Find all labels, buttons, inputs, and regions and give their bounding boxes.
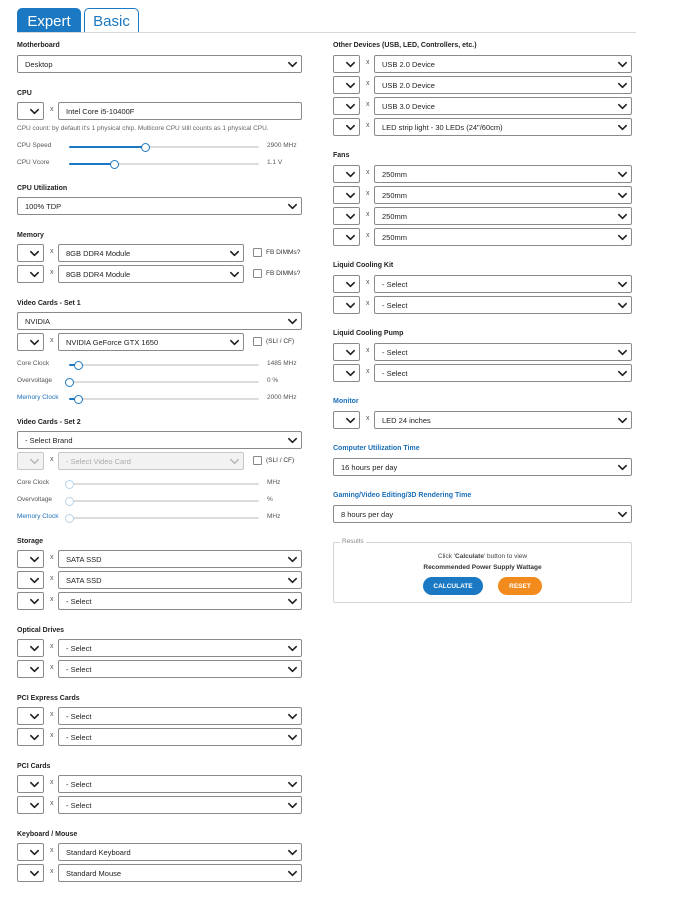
chevron-down-icon: [617, 101, 628, 112]
cpu-speed-label: CPU Speed: [17, 142, 52, 149]
storage-row-0[interactable]: [58, 550, 302, 568]
times-icon: x: [50, 337, 54, 344]
vc2-memory-clock-handle: [65, 514, 74, 523]
cpu-vcore-value: 1.1 V: [267, 159, 283, 166]
vc1-overvoltage-label: Overvoltage: [17, 377, 53, 384]
lck-row-1-value: - Select: [382, 300, 408, 310]
fan-row-3[interactable]: [374, 228, 632, 246]
chevron-down-icon: [29, 868, 40, 879]
chevron-down-icon: [287, 711, 298, 722]
cpu-speed-slider[interactable]: [69, 146, 259, 148]
kbm-row-0[interactable]: [58, 843, 302, 861]
cpu-utilization-label: CPU Utilization: [17, 185, 68, 192]
chevron-down-icon: [617, 347, 628, 358]
storage-row-1-qty[interactable]: [17, 571, 44, 589]
pci-row-0-value: - Select: [66, 779, 92, 789]
cpu-utilization-select[interactable]: [17, 197, 302, 215]
instruction-post: ' button to view: [483, 553, 528, 560]
calculate-button[interactable]: CALCULATE: [423, 577, 483, 595]
pci-row-0[interactable]: [58, 775, 302, 793]
storage-row-1-value: SATA SSD: [66, 575, 102, 585]
memory-row-0-qty[interactable]: [17, 244, 44, 262]
results-panel: [333, 538, 632, 603]
other-device-row-2[interactable]: [374, 97, 632, 115]
fan-row-3-qty[interactable]: [333, 228, 360, 246]
storage-label: Storage: [17, 538, 44, 545]
vc1-memory-clock-handle[interactable]: [74, 395, 83, 404]
times-icon: x: [50, 248, 54, 255]
instruction-pre: Click ': [437, 553, 456, 560]
video-cards-2-label: Video Cards - Set 2: [17, 419, 81, 426]
pcie-row-0-qty[interactable]: [17, 707, 44, 725]
vc1-sli-checkbox[interactable]: [253, 337, 262, 346]
chevron-down-icon: [345, 122, 356, 133]
optical-row-0-qty[interactable]: [17, 639, 44, 657]
vc2-card-select-value: - Select Video Card: [66, 456, 131, 466]
chevron-down-icon: [29, 269, 40, 280]
chevron-down-icon: [345, 415, 356, 426]
memory-row-1-value: 8GB DDR4 Module: [66, 269, 131, 279]
tab-bar: [0, 0, 684, 33]
pci-row-0-qty[interactable]: [17, 775, 44, 793]
lcp-row-0[interactable]: [374, 343, 632, 361]
storage-row-2[interactable]: [58, 592, 302, 610]
chevron-down-icon: [29, 711, 40, 722]
kbm-row-1-qty[interactable]: [17, 864, 44, 882]
chevron-down-icon: [287, 596, 298, 607]
times-icon: x: [366, 347, 370, 354]
liquid-cooling-kit-label: Liquid Cooling Kit: [333, 262, 394, 269]
chevron-down-icon: [617, 169, 628, 180]
vc2-core-clock-slider: [69, 483, 259, 485]
cpu-vcore-fill: [69, 163, 115, 165]
chevron-down-icon: [29, 106, 40, 117]
chevron-down-icon: [345, 101, 356, 112]
times-icon: x: [50, 664, 54, 671]
cpu-note: CPU count: by default it's 1 physical chip. Multicore CPU still counts as 1 physical CPU.: [17, 125, 269, 132]
chevron-down-icon: [229, 456, 240, 467]
chevron-down-icon: [345, 347, 356, 358]
motherboard-select-value: Desktop: [25, 59, 53, 69]
other-devices-label: Other Devices (USB, LED, Controllers, etc.): [333, 42, 477, 49]
pcie-row-1-qty[interactable]: [17, 728, 44, 746]
memory-row-1-qty[interactable]: [17, 265, 44, 283]
times-icon: x: [50, 868, 54, 875]
memory-row-0-value: 8GB DDR4 Module: [66, 248, 131, 258]
other-device-row-0-qty[interactable]: [333, 55, 360, 73]
other-device-row-1-qty[interactable]: [333, 76, 360, 94]
chevron-down-icon: [287, 732, 298, 743]
chevron-down-icon: [287, 201, 298, 212]
pci-row-1-qty[interactable]: [17, 796, 44, 814]
vc1-sli-label: (SLI / CF): [266, 338, 295, 345]
other-device-row-0[interactable]: [374, 55, 632, 73]
fan-row-2-value: 250mm: [382, 211, 408, 221]
fb-dimms-0-label: FB DIMMs?: [266, 249, 301, 256]
chevron-down-icon: [29, 732, 40, 743]
kbm-row-0-value: Standard Keyboard: [66, 847, 131, 857]
vc2-memory-clock-slider: [69, 517, 259, 519]
fan-row-0-value: 250mm: [382, 169, 408, 179]
vc2-brand-select[interactable]: [17, 431, 302, 449]
optical-row-1-qty[interactable]: [17, 660, 44, 678]
times-icon: x: [366, 415, 370, 422]
pcie-row-0-value: - Select: [66, 711, 92, 721]
cpu-vcore-slider[interactable]: [69, 163, 259, 165]
results-legend: Results: [342, 538, 364, 545]
lck-row-1-qty[interactable]: [333, 296, 360, 314]
chevron-down-icon: [287, 664, 298, 675]
times-icon: x: [50, 732, 54, 739]
storage-row-0-qty[interactable]: [17, 550, 44, 568]
fb-dimms-0-checkbox[interactable]: [253, 248, 262, 257]
fan-row-2[interactable]: [374, 207, 632, 225]
times-icon: x: [50, 106, 54, 113]
times-icon: x: [366, 59, 370, 66]
vc2-brand-select-value: - Select Brand: [25, 435, 73, 445]
motherboard-label: Motherboard: [17, 42, 60, 49]
cpu-utilization-select-value: 100% TDP: [25, 201, 62, 211]
vc1-card-select[interactable]: [58, 333, 244, 351]
cpu-speed-handle[interactable]: [141, 143, 150, 152]
chevron-down-icon: [345, 232, 356, 243]
gaming-time-select-value: 8 hours per day: [341, 509, 394, 519]
chevron-down-icon: [345, 211, 356, 222]
optical-row-0[interactable]: [58, 639, 302, 657]
pcie-label: PCI Express Cards: [17, 695, 80, 702]
chevron-down-icon: [229, 248, 240, 259]
chevron-down-icon: [617, 368, 628, 379]
times-icon: x: [366, 101, 370, 108]
vc1-core-clock-value: 1485 MHz: [267, 360, 297, 367]
fan-row-2-qty[interactable]: [333, 207, 360, 225]
chevron-down-icon: [617, 279, 628, 290]
other-device-row-1-value: USB 2.0 Device: [382, 80, 435, 90]
reset-button[interactable]: RESET: [498, 577, 542, 595]
chevron-down-icon: [287, 316, 298, 327]
vc2-card-select: [58, 452, 244, 470]
times-icon: x: [50, 643, 54, 650]
vc1-memory-clock-value: 2000 MHz: [267, 394, 297, 401]
chevron-down-icon: [29, 337, 40, 348]
results-subtitle: Recommended Power Supply Wattage: [423, 564, 542, 571]
storage-row-2-value: - Select: [66, 596, 92, 606]
monitor-label: Monitor: [333, 398, 359, 405]
vc1-core-clock-slider[interactable]: [69, 364, 259, 366]
cpu-vcore-handle[interactable]: [110, 160, 119, 169]
times-icon: x: [50, 269, 54, 276]
fb-dimms-1-checkbox[interactable]: [253, 269, 262, 278]
times-icon: x: [50, 847, 54, 854]
fan-row-0[interactable]: [374, 165, 632, 183]
chevron-down-icon: [287, 868, 298, 879]
times-icon: x: [366, 211, 370, 218]
chevron-down-icon: [287, 643, 298, 654]
other-device-row-0-value: USB 2.0 Device: [382, 59, 435, 69]
kbm-row-1[interactable]: [58, 864, 302, 882]
chevron-down-icon: [29, 575, 40, 586]
optical-row-0-value: - Select: [66, 643, 92, 653]
pcie-row-1[interactable]: [58, 728, 302, 746]
storage-row-1[interactable]: [58, 571, 302, 589]
vc1-core-clock-label: Core Clock: [17, 360, 50, 367]
times-icon: x: [50, 779, 54, 786]
lcp-row-1-value: - Select: [382, 368, 408, 378]
vc1-core-clock-handle[interactable]: [74, 361, 83, 370]
times-icon: x: [366, 232, 370, 239]
instruction-bold: Calculate: [455, 553, 484, 560]
pci-label: PCI Cards: [17, 763, 51, 770]
chevron-down-icon: [29, 554, 40, 565]
times-icon: x: [366, 122, 370, 129]
pcie-row-1-value: - Select: [66, 732, 92, 742]
other-device-row-2-qty[interactable]: [333, 97, 360, 115]
kbm-row-0-qty[interactable]: [17, 843, 44, 861]
times-icon: x: [50, 456, 54, 463]
optical-row-1[interactable]: [58, 660, 302, 678]
optical-row-1-value: - Select: [66, 664, 92, 674]
lck-row-0-value: - Select: [382, 279, 408, 289]
chevron-down-icon: [287, 575, 298, 586]
fan-row-0-qty[interactable]: [333, 165, 360, 183]
chevron-down-icon: [617, 190, 628, 201]
results-instruction: [334, 553, 631, 560]
fan-row-3-value: 250mm: [382, 232, 408, 242]
chevron-down-icon: [617, 122, 628, 133]
vc1-brand-select-value: NVIDIA: [25, 316, 51, 326]
times-icon: x: [50, 554, 54, 561]
times-icon: x: [50, 711, 54, 718]
fb-dimms-1-label: FB DIMMs?: [266, 270, 301, 277]
kbm-row-1-value: Standard Mouse: [66, 868, 122, 878]
vc1-overvoltage-slider[interactable]: [69, 381, 259, 383]
other-device-row-3[interactable]: [374, 118, 632, 136]
keyboard-mouse-label: Keyboard / Mouse: [17, 831, 78, 838]
storage-row-2-qty[interactable]: [17, 592, 44, 610]
fan-row-1[interactable]: [374, 186, 632, 204]
chevron-down-icon: [617, 415, 628, 426]
chevron-down-icon: [617, 232, 628, 243]
vc2-overvoltage-slider: [69, 500, 259, 502]
storage-row-0-value: SATA SSD: [66, 554, 102, 564]
vc2-sli-label: (SLI / CF): [266, 457, 295, 464]
chevron-down-icon: [29, 456, 40, 467]
times-icon: x: [366, 279, 370, 286]
chevron-down-icon: [29, 664, 40, 675]
chevron-down-icon: [345, 300, 356, 311]
lck-row-0-qty[interactable]: [333, 275, 360, 293]
chevron-down-icon: [287, 847, 298, 858]
vc2-memory-clock-label: Memory Clock: [17, 513, 59, 520]
vc2-overvoltage-handle: [65, 497, 74, 506]
gaming-time-label: Gaming/Video Editing/3D Rendering Time: [333, 492, 472, 499]
memory-row-1[interactable]: [58, 265, 244, 283]
chevron-down-icon: [617, 300, 628, 311]
vc2-memory-clock-value: MHz: [267, 513, 281, 520]
chevron-down-icon: [229, 337, 240, 348]
chevron-down-icon: [287, 435, 298, 446]
chevron-down-icon: [345, 59, 356, 70]
times-icon: x: [50, 596, 54, 603]
times-icon: x: [366, 80, 370, 87]
video-cards-1-label: Video Cards - Set 1: [17, 300, 81, 307]
cpu-label: CPU: [17, 90, 32, 97]
chevron-down-icon: [287, 554, 298, 565]
tab-divider: [17, 32, 636, 33]
utilization-time-select[interactable]: [333, 458, 632, 476]
cpu-vcore-label: CPU Vcore: [17, 159, 50, 166]
vc1-card-select-qty[interactable]: [17, 333, 44, 351]
chevron-down-icon: [29, 800, 40, 811]
chevron-down-icon: [287, 800, 298, 811]
fans-label: Fans: [333, 152, 350, 159]
lcp-row-1-qty[interactable]: [333, 364, 360, 382]
gaming-time-select[interactable]: [333, 505, 632, 523]
other-device-row-3-value: LED strip light - 30 LEDs (24"/60cm): [382, 122, 503, 132]
times-icon: x: [50, 800, 54, 807]
chevron-down-icon: [29, 779, 40, 790]
chevron-down-icon: [617, 462, 628, 473]
liquid-cooling-pump-label: Liquid Cooling Pump: [333, 330, 404, 337]
vc2-core-clock-value: MHz: [267, 479, 281, 486]
chevron-down-icon: [617, 211, 628, 222]
chevron-down-icon: [617, 509, 628, 520]
lck-row-0[interactable]: [374, 275, 632, 293]
monitor-row-0-value: LED 24 inches: [382, 415, 431, 425]
lck-row-1[interactable]: [374, 296, 632, 314]
other-device-row-1[interactable]: [374, 76, 632, 94]
chevron-down-icon: [617, 80, 628, 91]
vc2-card-select-qty: [17, 452, 44, 470]
chevron-down-icon: [345, 169, 356, 180]
cpu-speed-fill: [69, 146, 145, 148]
chevron-down-icon: [29, 643, 40, 654]
times-icon: x: [50, 575, 54, 582]
chevron-down-icon: [617, 59, 628, 70]
tab-expert[interactable]: Expert: [17, 8, 81, 33]
cpu-qty[interactable]: [17, 102, 44, 120]
utilization-time-label: Computer Utilization Time: [333, 445, 420, 452]
memory-row-0[interactable]: [58, 244, 244, 262]
lcp-row-0-value: - Select: [382, 347, 408, 357]
vc1-memory-clock-label: Memory Clock: [17, 394, 59, 401]
other-device-row-3-qty[interactable]: [333, 118, 360, 136]
vc1-card-select-value: NVIDIA GeForce GTX 1650: [66, 337, 159, 347]
optical-label: Optical Drives: [17, 627, 65, 634]
vc1-memory-clock-slider[interactable]: [69, 398, 259, 400]
vc1-overvoltage-value: 0 %: [267, 377, 279, 384]
vc2-core-clock-label: Core Clock: [17, 479, 50, 486]
chevron-down-icon: [287, 779, 298, 790]
fan-row-1-value: 250mm: [382, 190, 408, 200]
times-icon: x: [366, 169, 370, 176]
vc2-core-clock-handle: [65, 480, 74, 489]
other-device-row-2-value: USB 3.0 Device: [382, 101, 435, 111]
tab-basic[interactable]: Basic: [84, 8, 139, 33]
times-icon: x: [366, 300, 370, 307]
vc2-overvoltage-value: %: [267, 496, 273, 503]
monitor-row-0-qty[interactable]: [333, 411, 360, 429]
vc1-overvoltage-handle[interactable]: [65, 378, 74, 387]
lcp-row-0-qty[interactable]: [333, 343, 360, 361]
lcp-row-1[interactable]: [374, 364, 632, 382]
chevron-down-icon: [229, 269, 240, 280]
chevron-down-icon: [345, 80, 356, 91]
fan-row-1-qty[interactable]: [333, 186, 360, 204]
vc2-overvoltage-label: Overvoltage: [17, 496, 53, 503]
chevron-down-icon: [29, 248, 40, 259]
monitor-row-0[interactable]: [374, 411, 632, 429]
chevron-down-icon: [345, 368, 356, 379]
vc2-sli-checkbox[interactable]: [253, 456, 262, 465]
cpu-speed-value: 2900 MHz: [267, 142, 297, 149]
chevron-down-icon: [345, 190, 356, 201]
pcie-row-0[interactable]: [58, 707, 302, 725]
chevron-down-icon: [287, 59, 298, 70]
chevron-down-icon: [345, 279, 356, 290]
utilization-time-select-value: 16 hours per day: [341, 462, 398, 472]
chevron-down-icon: [29, 596, 40, 607]
pci-row-1-value: - Select: [66, 800, 92, 810]
vc1-brand-select[interactable]: [17, 312, 302, 330]
times-icon: x: [366, 368, 370, 375]
cpu-input[interactable]: Intel Core i5-10400F: [58, 102, 302, 120]
memory-label: Memory: [17, 232, 44, 239]
times-icon: x: [366, 190, 370, 197]
pci-row-1[interactable]: [58, 796, 302, 814]
chevron-down-icon: [29, 847, 40, 858]
motherboard-select[interactable]: [17, 55, 302, 73]
